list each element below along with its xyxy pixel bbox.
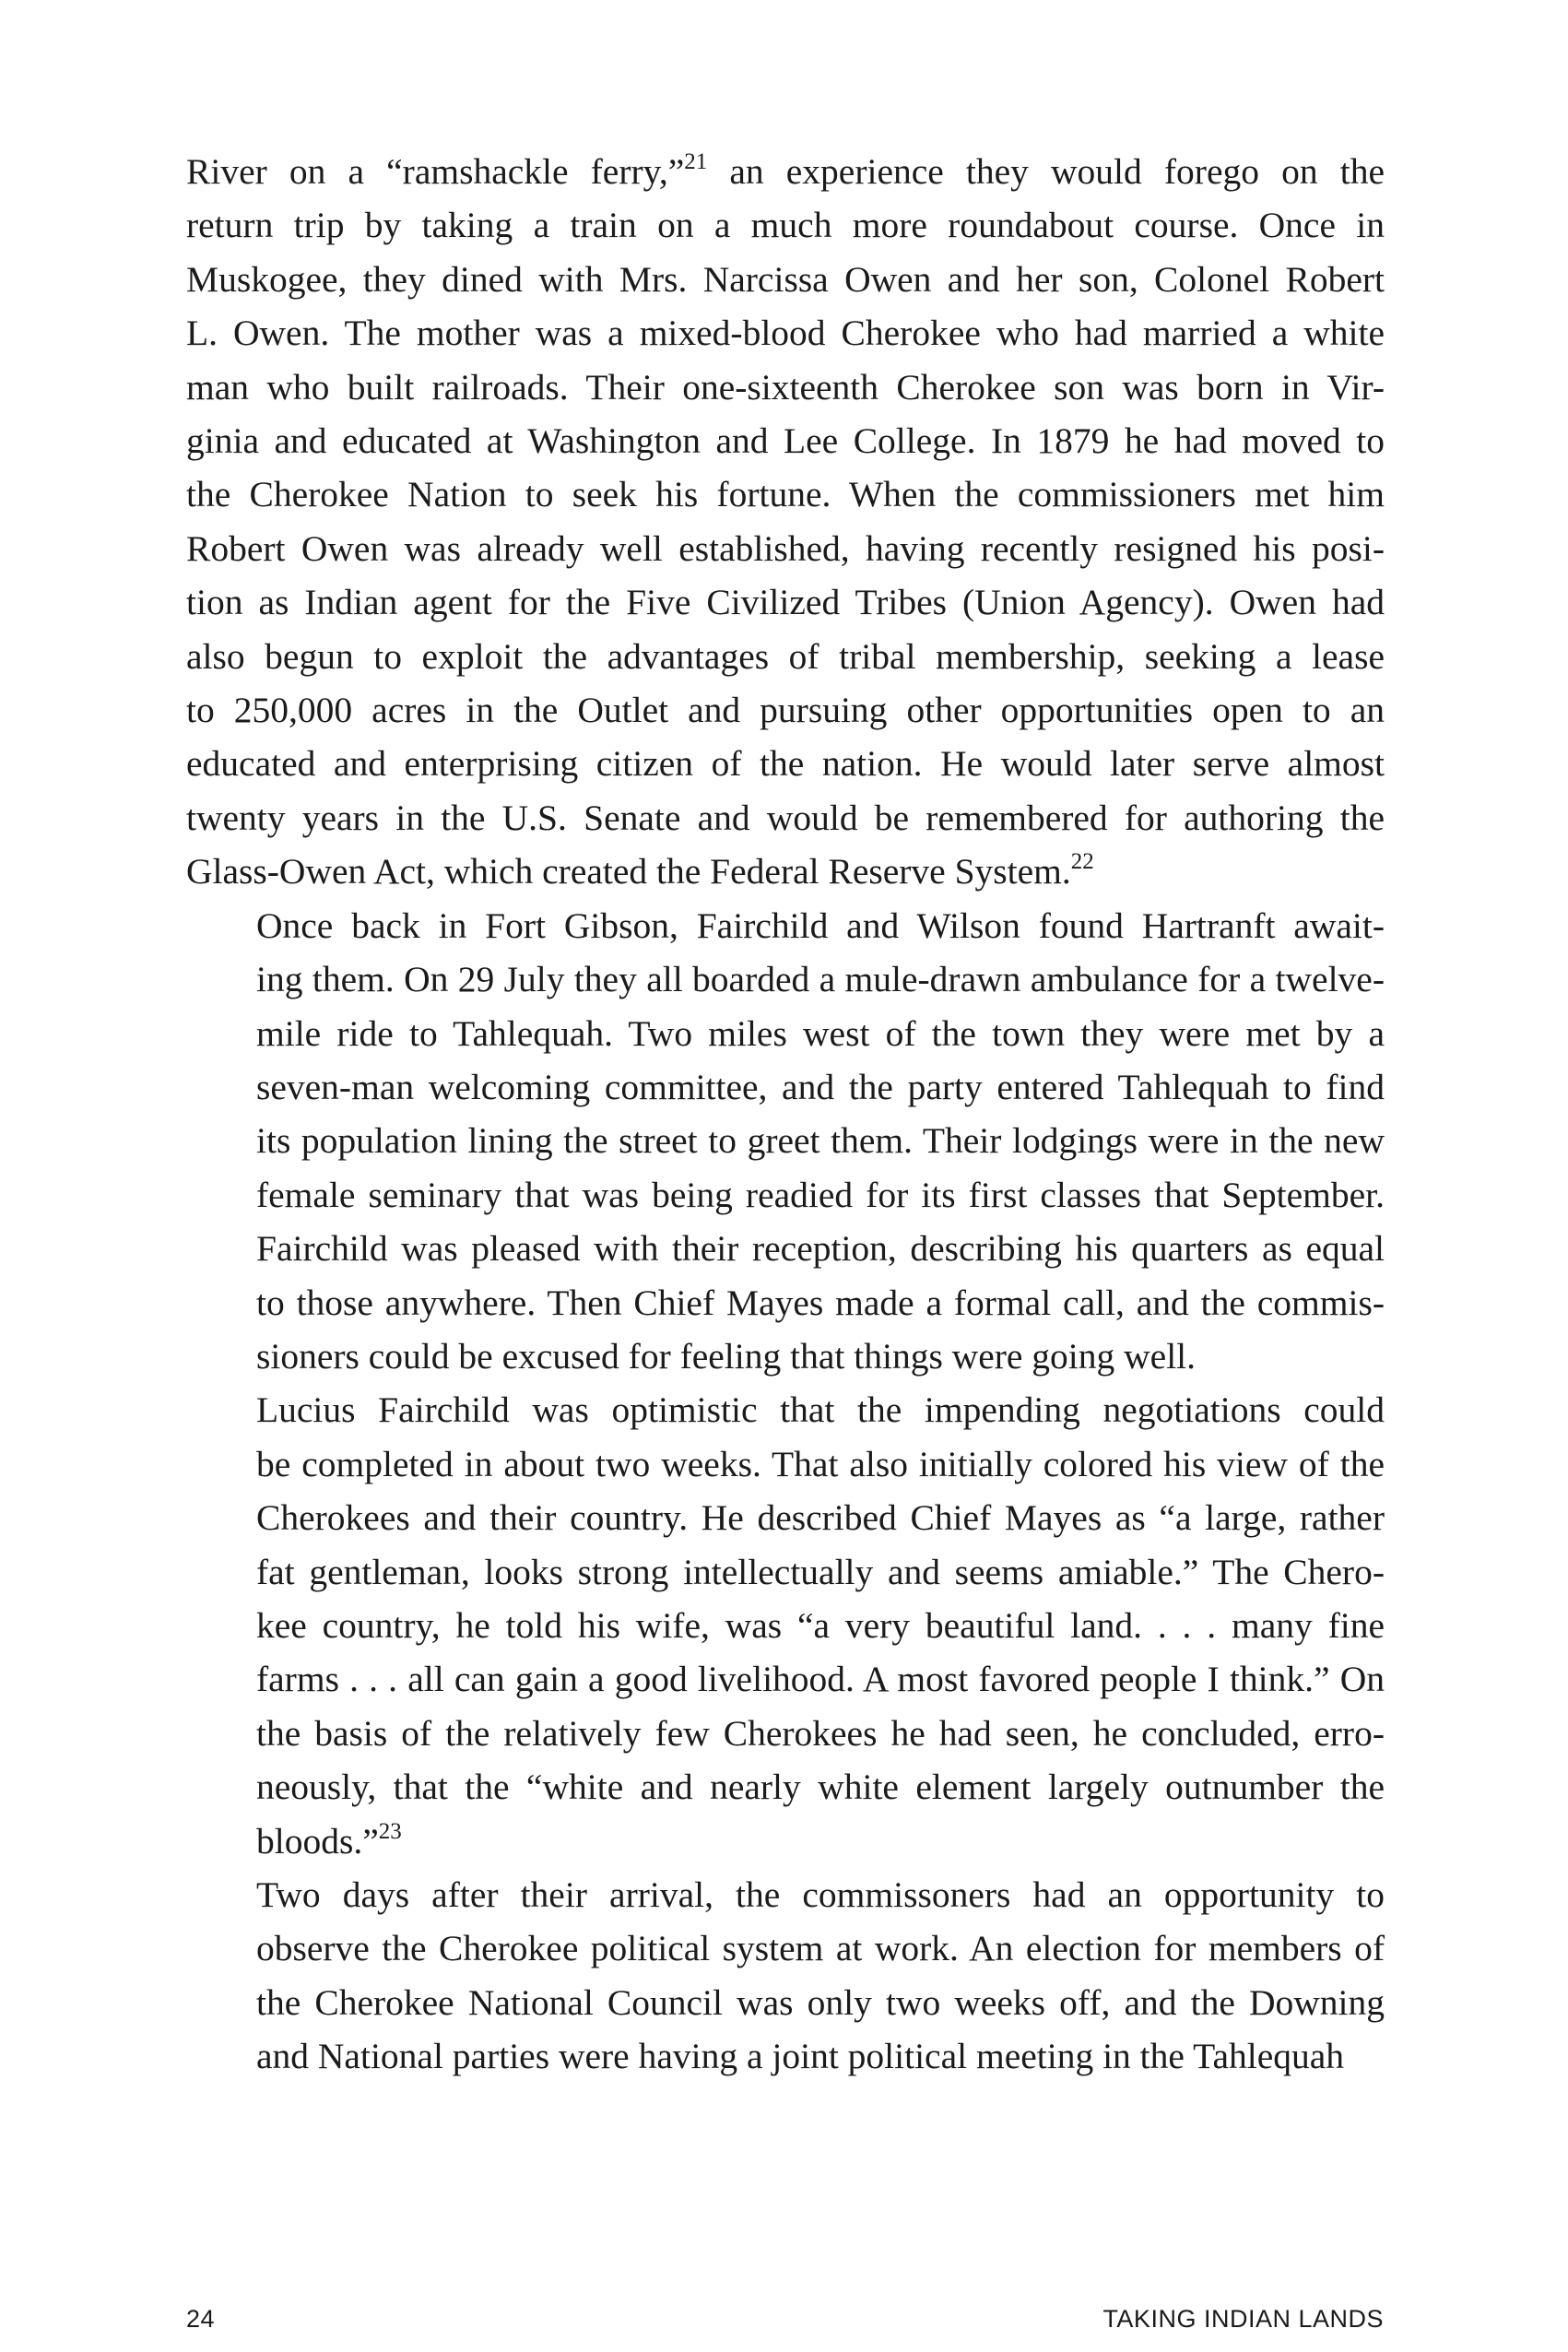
text-line bbox=[186, 1760, 1385, 1814]
line-text: the Cherokee Nation to seek his fortune. When the commissioners met him bbox=[186, 474, 1385, 515]
text-line bbox=[186, 198, 1385, 252]
line-text: neously, that the “white and nearly white element largely outnumber the bbox=[256, 1767, 1385, 1808]
text-line bbox=[186, 1652, 1385, 1706]
footnote-marker: 22 bbox=[1070, 849, 1094, 875]
text-line bbox=[186, 683, 1385, 737]
line-text: female seminary that was being readied for its first classes that September. bbox=[256, 1174, 1385, 1215]
line-text: seven-man welcoming committee, and the party entered Tahlequah to find bbox=[256, 1066, 1385, 1107]
paragraph bbox=[186, 1868, 1385, 2084]
text-line bbox=[186, 467, 1385, 521]
line-text: educated and enterprising citizen of the nation. He would later serve almost bbox=[186, 743, 1385, 785]
text-line bbox=[186, 1976, 1385, 2029]
text-line bbox=[186, 1814, 1385, 1868]
line-text: twenty years in the U.S. Senate and would be remembered for authoring the bbox=[186, 797, 1385, 838]
line-text: fat gentleman, looks strong intellectually and seems amiable.” The Chero- bbox=[256, 1551, 1385, 1592]
line-text: the Cherokee National Council was only two weeks off, and the Downing bbox=[256, 1981, 1385, 2023]
line-text: ing them. On 29 July they all boarded a mule-drawn ambulance for a twelve- bbox=[256, 959, 1385, 1000]
text-line bbox=[186, 360, 1385, 414]
text-line bbox=[186, 1276, 1385, 1330]
line-text: Fairchild was pleased with their reception, describing his quarters as equal bbox=[256, 1228, 1385, 1270]
line-text: the basis of the relatively few Cherokees he had seen, he concluded, erro- bbox=[256, 1712, 1385, 1754]
text-line bbox=[186, 1383, 1385, 1436]
line-text: Robert Owen was already well established, having recently resigned his posi- bbox=[186, 527, 1385, 569]
text-line bbox=[186, 845, 1385, 898]
text-line bbox=[186, 1222, 1385, 1275]
line-text: farms . . . all can gain a good livelihood. A most favored people I think.” On bbox=[256, 1659, 1385, 1700]
line-text: kee country, he told his wife, was “a very beautiful land. . . . many fine bbox=[256, 1604, 1385, 1646]
line-text: River on a “ramshackle ferry,” bbox=[186, 151, 685, 192]
line-text: tion as Indian agent for the Five Civilized Tribes (Union Agency). Owen had bbox=[186, 582, 1385, 623]
text-line bbox=[186, 1168, 1385, 1222]
line-text: sioners could be excused for feeling that things were going well. bbox=[256, 1335, 1197, 1377]
line-text: also begun to exploit the advantages of tribal membership, seeking a lease bbox=[186, 635, 1385, 677]
line-text: Two days after their arrival, the commissoners had an opportunity to bbox=[256, 1874, 1385, 1915]
text-line bbox=[186, 952, 1385, 1006]
text-line bbox=[186, 2029, 1385, 2083]
text-line bbox=[186, 1707, 1385, 1760]
footnote-marker: 21 bbox=[684, 149, 708, 174]
line-text: Muskogee, they dined with Mrs. Narcissa Owen and her son, Colonel Robert bbox=[186, 258, 1385, 300]
line-text: man who built railroads. Their one-sixteenth Cherokee son was born in Vir- bbox=[186, 366, 1385, 408]
line-text: Lucius Fairchild was optimistic that the impending negotiations could bbox=[256, 1389, 1385, 1431]
line-text: its population lining the street to greet them. Their lodgings were in the new bbox=[256, 1120, 1385, 1162]
text-line bbox=[186, 1437, 1385, 1491]
line-text: bloods.” bbox=[256, 1820, 379, 1862]
text-line bbox=[186, 899, 1385, 952]
text-line bbox=[186, 414, 1385, 467]
text-line bbox=[186, 1060, 1385, 1114]
running-title: TAKING INDIAN LANDS bbox=[1102, 2305, 1384, 2333]
line-text: and National parties were having a joint political meeting in the Tahlequah bbox=[256, 2036, 1345, 2077]
paragraph bbox=[186, 145, 1385, 899]
line-text: return trip by taking a train on a much more roundabout course. Once in bbox=[186, 205, 1385, 246]
text-line bbox=[186, 1330, 1385, 1383]
body-text bbox=[186, 145, 1385, 2084]
paragraph bbox=[186, 899, 1385, 1384]
text-line bbox=[186, 737, 1385, 790]
paragraph bbox=[186, 1383, 1385, 1868]
text-line bbox=[186, 791, 1385, 845]
line-text: mile ride to Tahlequah. Two miles west of the town they were met by a bbox=[256, 1012, 1385, 1054]
text-line bbox=[186, 630, 1385, 683]
line-text: Once back in Fort Gibson, Fairchild and Wilson found Hartranft await- bbox=[256, 904, 1385, 946]
text-line bbox=[186, 1921, 1385, 1975]
line-text: Glass-Owen Act, which created the Federal Reserve System. bbox=[186, 851, 1071, 892]
line-text: to those anywhere. Then Chief Mayes made a formal call, and the commis- bbox=[256, 1282, 1385, 1323]
footnote-marker: 23 bbox=[378, 1818, 402, 1844]
line-text: to 250,000 acres in the Outlet and pursuing other opportunities open to an bbox=[186, 690, 1385, 731]
text-line bbox=[186, 1545, 1385, 1599]
text-line bbox=[186, 575, 1385, 629]
line-text: be completed in about two weeks. That also initially colored his view of the bbox=[256, 1443, 1385, 1484]
line-text: L. Owen. The mother was a mixed-blood Cherokee who had married a white bbox=[186, 313, 1385, 354]
text-line bbox=[186, 1114, 1385, 1167]
text-line bbox=[186, 1007, 1385, 1060]
text-line bbox=[186, 1599, 1385, 1652]
line-text: Cherokees and their country. He described Chief Mayes as “a large, rather bbox=[256, 1497, 1385, 1539]
page-number: 24 bbox=[186, 2305, 216, 2333]
text-line bbox=[186, 1491, 1385, 1544]
text-line bbox=[186, 1868, 1385, 1921]
line-text: an experience they would forego on the bbox=[707, 151, 1385, 192]
text-line bbox=[186, 522, 1385, 575]
text-line bbox=[186, 145, 1385, 198]
text-line bbox=[186, 253, 1385, 306]
text-line bbox=[186, 306, 1385, 360]
line-text: ginia and educated at Washington and Lee College. In 1879 he had moved to bbox=[186, 420, 1385, 462]
line-text: observe the Cherokee political system at work. An election for members of bbox=[256, 1928, 1385, 1969]
